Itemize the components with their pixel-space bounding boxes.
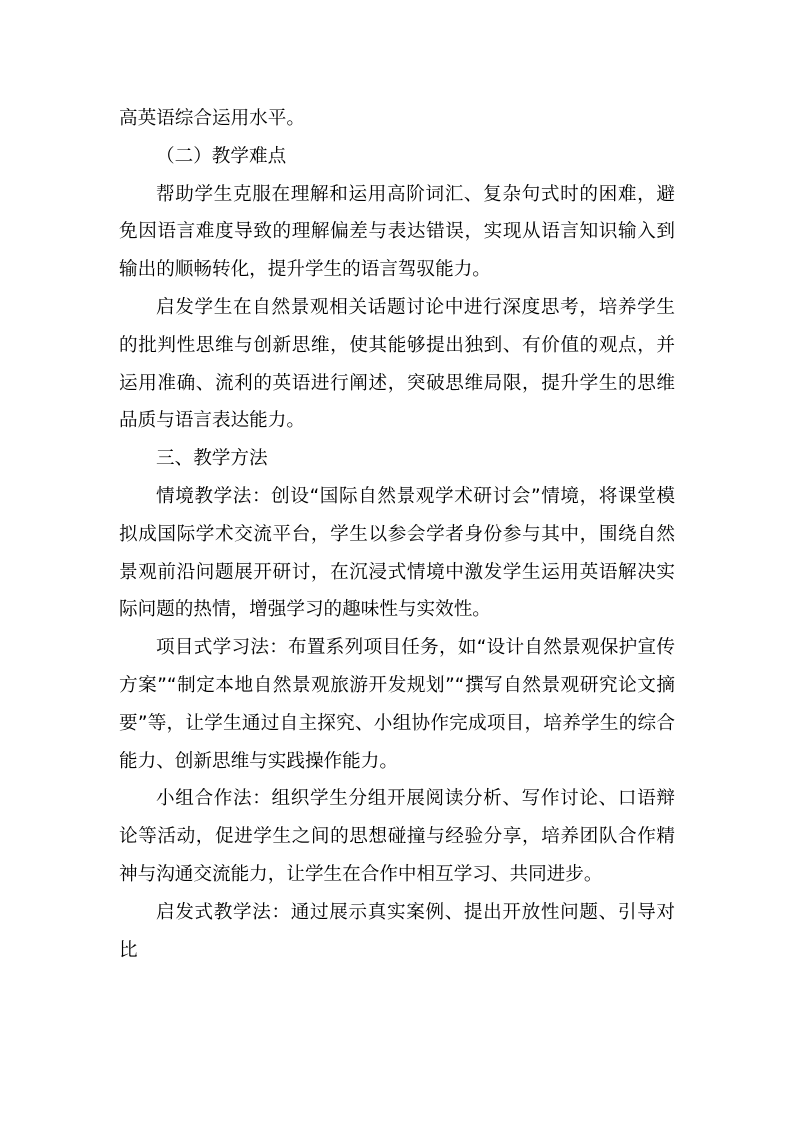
paragraph-continuation: 高英语综合运用水平。: [119, 108, 305, 129]
paragraph-group-cooperation: 小组合作法：组织学生分组开展阅读分析、写作讨论、口语辩论等活动，促进学生之间的思想碰撞与经验分享，培养团队合作精神与沟通交流能力，让学生在合作中相互学习、共同进步。: [119, 788, 675, 885]
paragraph-project-based-learning: 项目式学习法：布置系列项目任务，如“设计自然景观保护宣传方案”“制定本地自然景观旅游开发规划”“撰写自然景观研究论文摘要”等，让学生通过自主探究、小组协作完成项目，培养学生的综合能力、创新思维与实践操作能力。: [119, 637, 675, 772]
section-heading-teaching-methods: 三、教学方法: [156, 448, 268, 470]
paragraph-difficulty-language: 帮助学生克服在理解和运用高阶词汇、复杂句式时的困难，避免因语言难度导致的理解偏差与表达错误，实现从语言知识输入到输出的顺畅转化，提升学生的语言驾驭能力。: [119, 183, 675, 281]
section-heading-teaching-difficulties: （二）教学难点: [156, 145, 287, 167]
paragraph-difficulty-thinking: 启发学生在自然景观相关话题讨论中进行深度思考，培养学生的批判性思维与创新思维，使其能够提出独到、有价值的观点，并运用准确、流利的英语进行阐述，突破思维局限，提升学生的思维品质与语言表达能力。: [119, 296, 675, 432]
document-body: [119, 100, 675, 969]
paragraph-situational-teaching: 情境教学法：创设“国际自然景观学术研讨会”情境，将课堂模拟成国际学术交流平台，学生以参会学者身份参与其中，围绕自然景观前沿问题展开研讨，在沉浸式情境中激发学生运用英语解决实际问题的热情，增强学习的趣味性与实效性。: [119, 485, 675, 621]
paragraph-heuristic-teaching: 启发式教学法：通过展示真实案例、提出开放性问题、引导对比: [119, 901, 675, 961]
